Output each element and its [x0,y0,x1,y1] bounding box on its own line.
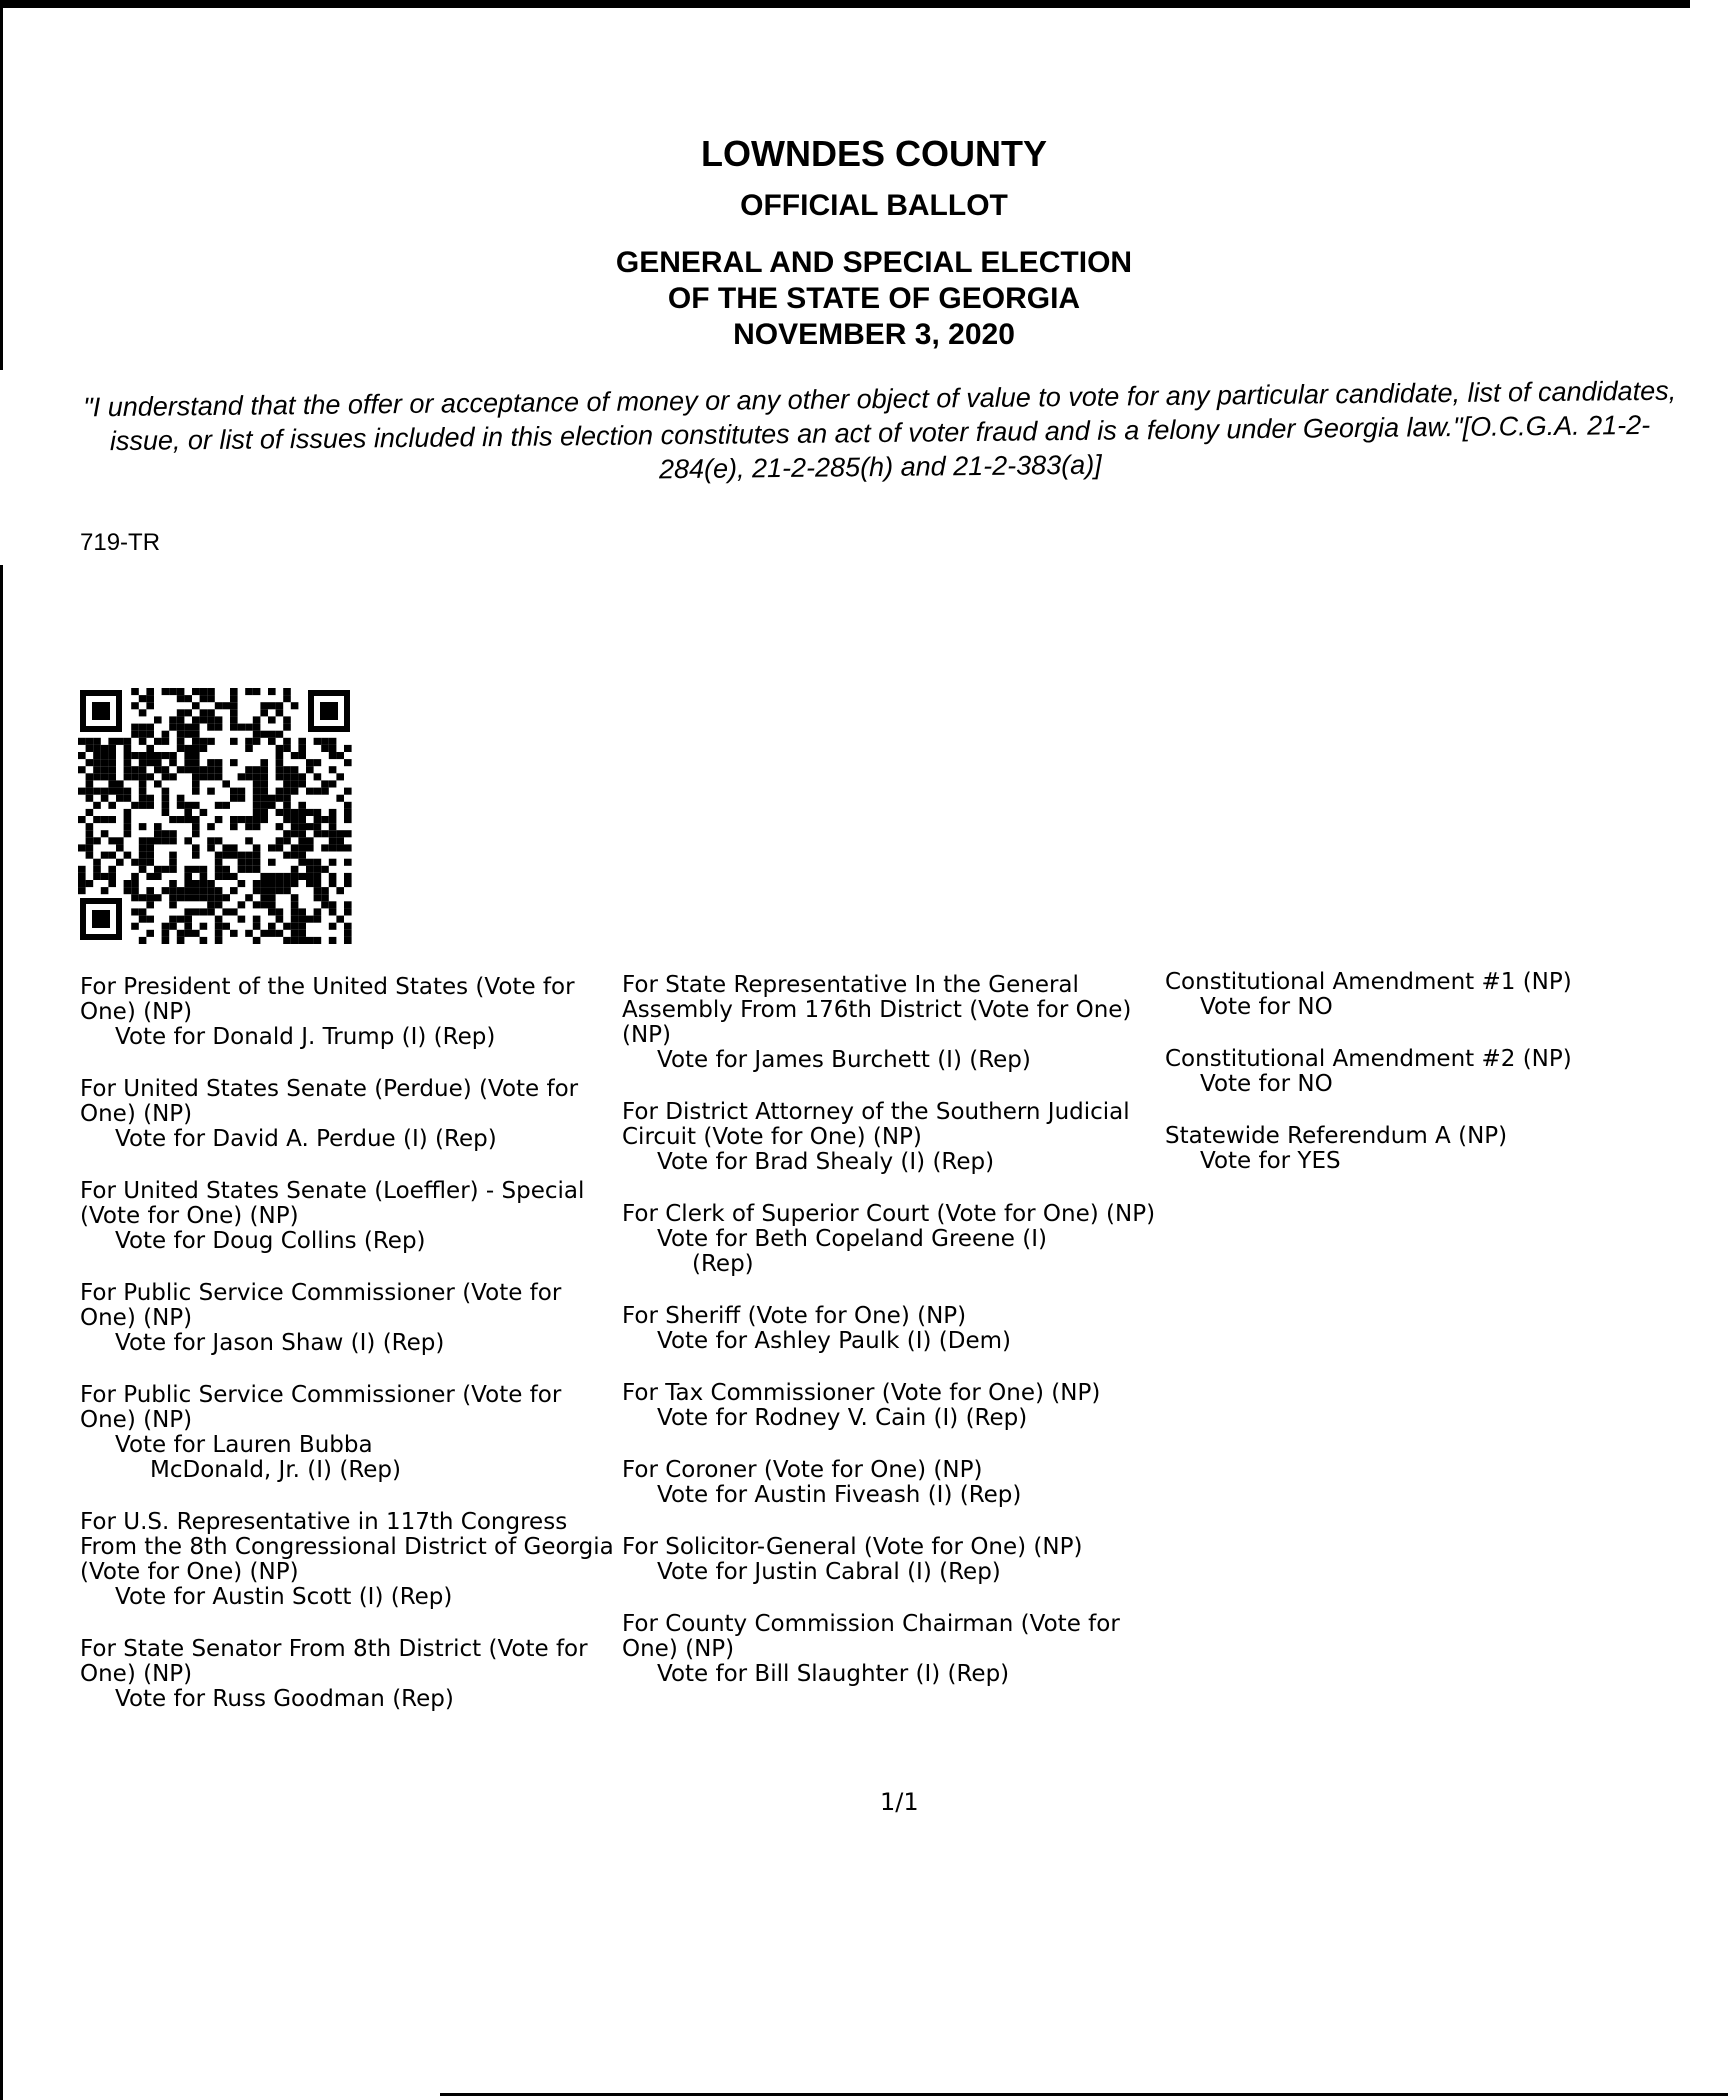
contest-selection [80,1433,620,1483]
contest-item [622,1304,1162,1354]
contest-title: For District Attorney of the Southern Judicial Circuit (Vote for One) (NP) [622,1099,1130,1150]
qr-code-icon [78,688,353,944]
contest-column-1 [80,975,620,1739]
contest-selection [622,1483,1162,1508]
contest-title: For Public Service Commissioner (Vote for One) (NP) [80,1280,562,1331]
contest-selection [80,1229,620,1254]
scan-border-left-lower [0,565,3,2100]
contest-selection [80,1025,620,1050]
contest-item [1165,970,1705,1020]
election-date: NOVEMBER 3, 2020 [733,318,1015,351]
contest-title: Statewide Referendum A (NP) [1165,1123,1508,1149]
election-title-line2: OF THE STATE OF GEORGIA [667,282,1081,315]
contest-title: For Sheriff (Vote for One) (NP) [622,1303,967,1329]
ballot-type-title: OFFICIAL BALLOT [740,189,1008,222]
contest-column-2 [622,973,1162,1714]
contest-title: For State Senator From 8th District (Vote for One) (NP) [80,1636,588,1687]
selection-text: Vote for YES [1200,1148,1341,1174]
selection-text: Vote for Beth Copeland Greene (I) [657,1226,1047,1252]
contest-item [622,973,1162,1073]
selection-text: Vote for Austin Scott (I) (Rep) [115,1584,453,1610]
contest-title: For County Commission Chairman (Vote for One) (NP) [622,1611,1120,1662]
county-title: LOWNDES COUNTY [701,133,1047,174]
contest-item [1165,1047,1705,1097]
selection-text: Vote for Donald J. Trump (I) (Rep) [115,1024,496,1050]
scan-border-bottom [440,2093,1728,2096]
contest-title: For Public Service Commissioner (Vote for One) (NP) [80,1382,562,1433]
selection-text: Vote for Jason Shaw (I) (Rep) [115,1330,445,1356]
contest-title: For President of the United States (Vote for One) (NP) [80,974,575,1025]
contest-selection [622,1662,1162,1687]
contest-selection [622,1227,1162,1277]
contest-item [1165,1124,1705,1174]
election-title-line1: GENERAL AND SPECIAL ELECTION [615,246,1133,279]
page-number: 1/1 [880,1788,919,1816]
selection-text: Vote for NO [1200,1071,1333,1097]
contest-title: For Coroner (Vote for One) (NP) [622,1457,983,1483]
selection-text: Vote for James Burchett (I) (Rep) [657,1047,1031,1073]
contest-selection [80,1331,620,1356]
ballot-style-id: 719-TR [80,529,161,556]
selection-text: Vote for Russ Goodman (Rep) [115,1686,454,1712]
contest-item [80,1510,620,1610]
selection-text: Vote for Justin Cabral (I) (Rep) [657,1559,1001,1585]
contest-title: Constitutional Amendment #1 (NP) [1165,969,1572,995]
contest-item [622,1381,1162,1431]
contest-selection [622,1406,1162,1431]
selection-text: Vote for Bill Slaughter (I) (Rep) [657,1661,1010,1687]
contest-item [80,1281,620,1356]
selection-text: Vote for Austin Fiveash (I) (Rep) [657,1482,1022,1508]
contest-title: Constitutional Amendment #2 (NP) [1165,1046,1572,1072]
contest-title: For United States Senate (Loeffler) - Special (Vote for One) (NP) [80,1178,585,1229]
contest-item [80,1077,620,1152]
contest-selection [80,1687,620,1712]
contest-item [622,1612,1162,1687]
contest-selection [622,1329,1162,1354]
selection-text: Vote for NO [1200,994,1333,1020]
contest-title: For Solicitor-General (Vote for One) (NP) [622,1534,1083,1560]
selection-text: Vote for Lauren Bubba [115,1432,373,1458]
contest-item [80,1179,620,1254]
contest-selection [80,1127,620,1152]
contest-title: For Tax Commissioner (Vote for One) (NP) [622,1380,1101,1406]
contest-selection [1165,1149,1705,1174]
contest-item [80,975,620,1050]
contest-item [622,1202,1162,1277]
selection-text: Vote for David A. Perdue (I) (Rep) [115,1126,497,1152]
contest-title: For U.S. Representative in 117th Congress From the 8th Congressional District of Georgia (Vote for One) (NP) [80,1509,614,1585]
selection-text: Vote for Ashley Paulk (I) (Dem) [657,1328,1011,1354]
contest-selection [622,1560,1162,1585]
voter-fraud-oath: "I understand that the offer or acceptance of money or any other object of value to vote for any particular candidate, list of candidates, issue, or list of issues included in this election constitutes an act of voter fraud and is a felony under Georgia law."[O.C.G.A. 21-2-284(e), 21-2-285(h) and 21-2-383(a)] [83,375,1677,485]
contest-title: For State Representative In the General Assembly From 176th District (Vote for One) (NP) [622,972,1132,1048]
contest-selection [1165,995,1705,1020]
contest-item [80,1383,620,1483]
contest-item [80,1637,620,1712]
ballot-header [0,135,1728,353]
contest-selection [622,1048,1162,1073]
contest-item [622,1100,1162,1175]
selection-text-continued: (Rep) [692,1251,754,1277]
contest-selection [1165,1072,1705,1097]
contest-item [622,1458,1162,1508]
contest-selection [80,1585,620,1610]
selection-text: Vote for Brad Shealy (I) (Rep) [657,1149,995,1175]
selection-text-continued: McDonald, Jr. (I) (Rep) [150,1457,401,1483]
selection-text: Vote for Doug Collins (Rep) [115,1228,426,1254]
scan-border-top [0,0,1690,8]
contest-column-3 [1165,970,1705,1201]
contest-item [622,1535,1162,1585]
contest-title: For Clerk of Superior Court (Vote for One) (NP) [622,1201,1156,1227]
contest-title: For United States Senate (Perdue) (Vote for One) (NP) [80,1076,579,1127]
selection-text: Vote for Rodney V. Cain (I) (Rep) [657,1405,1028,1431]
contest-selection [622,1150,1162,1175]
